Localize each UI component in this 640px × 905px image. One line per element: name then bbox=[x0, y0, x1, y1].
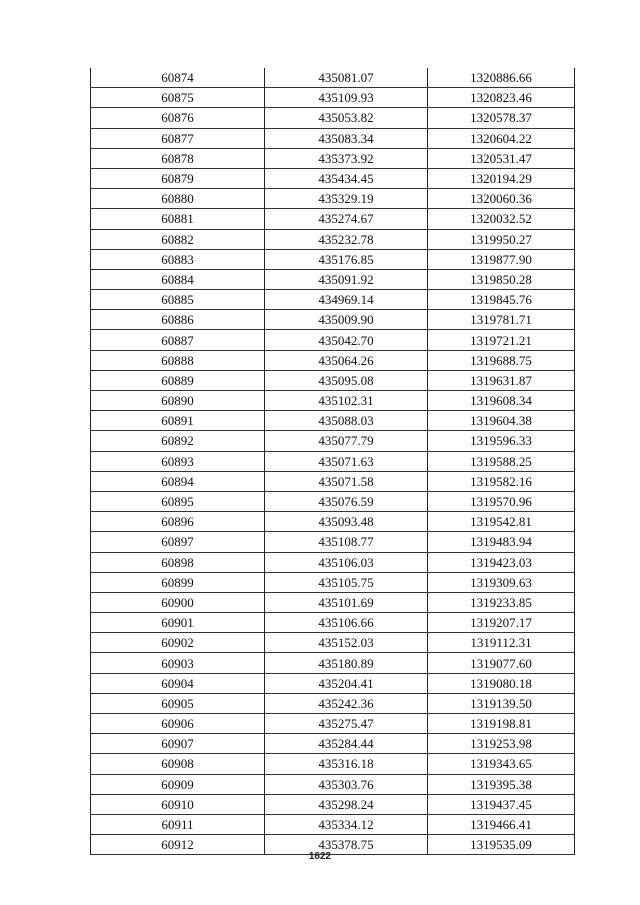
point-id-cell: 60904 bbox=[91, 673, 265, 693]
y-coordinate-cell: 1319437.45 bbox=[428, 794, 575, 814]
x-coordinate-cell: 435152.03 bbox=[265, 633, 428, 653]
y-coordinate-cell: 1320194.29 bbox=[428, 168, 575, 188]
y-coordinate-cell: 1319631.87 bbox=[428, 370, 575, 390]
table-row bbox=[91, 592, 575, 612]
x-coordinate-cell: 435242.36 bbox=[265, 693, 428, 713]
table-row bbox=[91, 794, 575, 814]
point-id-cell: 60898 bbox=[91, 552, 265, 572]
point-id-cell: 60893 bbox=[91, 451, 265, 471]
x-coordinate-cell: 435275.47 bbox=[265, 714, 428, 734]
point-id-cell: 60901 bbox=[91, 613, 265, 633]
point-id-cell: 60889 bbox=[91, 370, 265, 390]
point-id-cell: 60883 bbox=[91, 249, 265, 269]
y-coordinate-cell: 1319535.09 bbox=[428, 835, 575, 855]
y-coordinate-cell: 1319542.81 bbox=[428, 512, 575, 532]
y-coordinate-cell: 1320578.37 bbox=[428, 108, 575, 128]
point-id-cell: 60888 bbox=[91, 350, 265, 370]
table-row bbox=[91, 330, 575, 350]
y-coordinate-cell: 1319253.98 bbox=[428, 734, 575, 754]
y-coordinate-cell: 1319570.96 bbox=[428, 491, 575, 511]
point-id-cell: 60875 bbox=[91, 88, 265, 108]
point-id-cell: 60908 bbox=[91, 754, 265, 774]
y-coordinate-cell: 1319582.16 bbox=[428, 471, 575, 491]
y-coordinate-cell: 1320886.66 bbox=[428, 68, 575, 88]
point-id-cell: 60881 bbox=[91, 209, 265, 229]
table-row bbox=[91, 350, 575, 370]
table-row bbox=[91, 431, 575, 451]
table-row bbox=[91, 532, 575, 552]
x-coordinate-cell: 435105.75 bbox=[265, 572, 428, 592]
table-row bbox=[91, 411, 575, 431]
x-coordinate-cell: 435232.78 bbox=[265, 229, 428, 249]
point-id-cell: 60891 bbox=[91, 411, 265, 431]
y-coordinate-cell: 1319877.90 bbox=[428, 249, 575, 269]
point-id-cell: 60885 bbox=[91, 290, 265, 310]
x-coordinate-cell: 435176.85 bbox=[265, 249, 428, 269]
x-coordinate-cell: 435053.82 bbox=[265, 108, 428, 128]
x-coordinate-cell: 435101.69 bbox=[265, 592, 428, 612]
y-coordinate-cell: 1319077.60 bbox=[428, 653, 575, 673]
table-row bbox=[91, 653, 575, 673]
y-coordinate-cell: 1319850.28 bbox=[428, 269, 575, 289]
point-id-cell: 60912 bbox=[91, 835, 265, 855]
table-row bbox=[91, 774, 575, 794]
y-coordinate-cell: 1319309.63 bbox=[428, 572, 575, 592]
point-id-cell: 60876 bbox=[91, 108, 265, 128]
y-coordinate-cell: 1320032.52 bbox=[428, 209, 575, 229]
y-coordinate-cell: 1319112.31 bbox=[428, 633, 575, 653]
table-row bbox=[91, 512, 575, 532]
table-row bbox=[91, 108, 575, 128]
point-id-cell: 60879 bbox=[91, 168, 265, 188]
point-id-cell: 60892 bbox=[91, 431, 265, 451]
y-coordinate-cell: 1319781.71 bbox=[428, 310, 575, 330]
y-coordinate-cell: 1319207.17 bbox=[428, 613, 575, 633]
y-coordinate-cell: 1319604.38 bbox=[428, 411, 575, 431]
point-id-cell: 60902 bbox=[91, 633, 265, 653]
table-row bbox=[91, 148, 575, 168]
point-id-cell: 60900 bbox=[91, 592, 265, 612]
y-coordinate-cell: 1320823.46 bbox=[428, 88, 575, 108]
point-id-cell: 60899 bbox=[91, 572, 265, 592]
x-coordinate-cell: 435373.92 bbox=[265, 148, 428, 168]
x-coordinate-cell: 435316.18 bbox=[265, 754, 428, 774]
table-row bbox=[91, 451, 575, 471]
table-row bbox=[91, 613, 575, 633]
y-coordinate-cell: 1320531.47 bbox=[428, 148, 575, 168]
x-coordinate-cell: 434969.14 bbox=[265, 290, 428, 310]
y-coordinate-cell: 1319343.65 bbox=[428, 754, 575, 774]
x-coordinate-cell: 435093.48 bbox=[265, 512, 428, 532]
point-id-cell: 60894 bbox=[91, 471, 265, 491]
table-row bbox=[91, 168, 575, 188]
x-coordinate-cell: 435064.26 bbox=[265, 350, 428, 370]
table-row bbox=[91, 734, 575, 754]
table-row bbox=[91, 290, 575, 310]
point-id-cell: 60878 bbox=[91, 148, 265, 168]
coordinate-table bbox=[90, 68, 575, 855]
table-row bbox=[91, 269, 575, 289]
table-row bbox=[91, 714, 575, 734]
point-id-cell: 60884 bbox=[91, 269, 265, 289]
x-coordinate-cell: 435042.70 bbox=[265, 330, 428, 350]
page-number: 1622 bbox=[308, 851, 332, 862]
table-row bbox=[91, 391, 575, 411]
table-row bbox=[91, 572, 575, 592]
table-row bbox=[91, 310, 575, 330]
y-coordinate-cell: 1319233.85 bbox=[428, 592, 575, 612]
table-row bbox=[91, 128, 575, 148]
x-coordinate-cell: 435106.66 bbox=[265, 613, 428, 633]
point-id-cell: 60886 bbox=[91, 310, 265, 330]
x-coordinate-cell: 435298.24 bbox=[265, 794, 428, 814]
table-row bbox=[91, 229, 575, 249]
y-coordinate-cell: 1319466.41 bbox=[428, 814, 575, 834]
table-row bbox=[91, 370, 575, 390]
table-row bbox=[91, 68, 575, 88]
y-coordinate-cell: 1319608.34 bbox=[428, 391, 575, 411]
x-coordinate-cell: 435106.03 bbox=[265, 552, 428, 572]
coordinate-table-body bbox=[91, 68, 575, 855]
x-coordinate-cell: 435081.07 bbox=[265, 68, 428, 88]
x-coordinate-cell: 435434.45 bbox=[265, 168, 428, 188]
x-coordinate-cell: 435334.12 bbox=[265, 814, 428, 834]
point-id-cell: 60882 bbox=[91, 229, 265, 249]
coordinate-table-container bbox=[90, 68, 574, 855]
y-coordinate-cell: 1319198.81 bbox=[428, 714, 575, 734]
point-id-cell: 60896 bbox=[91, 512, 265, 532]
point-id-cell: 60903 bbox=[91, 653, 265, 673]
x-coordinate-cell: 435108.77 bbox=[265, 532, 428, 552]
point-id-cell: 60895 bbox=[91, 491, 265, 511]
point-id-cell: 60907 bbox=[91, 734, 265, 754]
table-row bbox=[91, 552, 575, 572]
y-coordinate-cell: 1319139.50 bbox=[428, 693, 575, 713]
y-coordinate-cell: 1319588.25 bbox=[428, 451, 575, 471]
y-coordinate-cell: 1319423.03 bbox=[428, 552, 575, 572]
x-coordinate-cell: 435088.03 bbox=[265, 411, 428, 431]
x-coordinate-cell: 435071.63 bbox=[265, 451, 428, 471]
x-coordinate-cell: 435303.76 bbox=[265, 774, 428, 794]
x-coordinate-cell: 435329.19 bbox=[265, 189, 428, 209]
y-coordinate-cell: 1319950.27 bbox=[428, 229, 575, 249]
point-id-cell: 60877 bbox=[91, 128, 265, 148]
point-id-cell: 60890 bbox=[91, 391, 265, 411]
x-coordinate-cell: 435109.93 bbox=[265, 88, 428, 108]
y-coordinate-cell: 1319596.33 bbox=[428, 431, 575, 451]
x-coordinate-cell: 435102.31 bbox=[265, 391, 428, 411]
point-id-cell: 60874 bbox=[91, 68, 265, 88]
y-coordinate-cell: 1319721.21 bbox=[428, 330, 575, 350]
x-coordinate-cell: 435009.90 bbox=[265, 310, 428, 330]
x-coordinate-cell: 435071.58 bbox=[265, 471, 428, 491]
x-coordinate-cell: 435076.59 bbox=[265, 491, 428, 511]
x-coordinate-cell: 435180.89 bbox=[265, 653, 428, 673]
point-id-cell: 60897 bbox=[91, 532, 265, 552]
y-coordinate-cell: 1319080.18 bbox=[428, 673, 575, 693]
table-row bbox=[91, 693, 575, 713]
y-coordinate-cell: 1320604.22 bbox=[428, 128, 575, 148]
x-coordinate-cell: 435274.67 bbox=[265, 209, 428, 229]
x-coordinate-cell: 435284.44 bbox=[265, 734, 428, 754]
table-row bbox=[91, 754, 575, 774]
point-id-cell: 60909 bbox=[91, 774, 265, 794]
x-coordinate-cell: 435083.34 bbox=[265, 128, 428, 148]
table-row bbox=[91, 633, 575, 653]
x-coordinate-cell: 435095.08 bbox=[265, 370, 428, 390]
x-coordinate-cell: 435378.75 bbox=[265, 835, 428, 855]
x-coordinate-cell: 435204.41 bbox=[265, 673, 428, 693]
point-id-cell: 60880 bbox=[91, 189, 265, 209]
point-id-cell: 60905 bbox=[91, 693, 265, 713]
table-row bbox=[91, 471, 575, 491]
table-row bbox=[91, 209, 575, 229]
point-id-cell: 60887 bbox=[91, 330, 265, 350]
table-row bbox=[91, 673, 575, 693]
x-coordinate-cell: 435091.92 bbox=[265, 269, 428, 289]
y-coordinate-cell: 1319688.75 bbox=[428, 350, 575, 370]
point-id-cell: 60906 bbox=[91, 714, 265, 734]
y-coordinate-cell: 1319845.76 bbox=[428, 290, 575, 310]
table-row bbox=[91, 88, 575, 108]
y-coordinate-cell: 1319395.38 bbox=[428, 774, 575, 794]
point-id-cell: 60910 bbox=[91, 794, 265, 814]
y-coordinate-cell: 1320060.36 bbox=[428, 189, 575, 209]
x-coordinate-cell: 435077.79 bbox=[265, 431, 428, 451]
table-row bbox=[91, 491, 575, 511]
point-id-cell: 60911 bbox=[91, 814, 265, 834]
table-row bbox=[91, 249, 575, 269]
table-row bbox=[91, 189, 575, 209]
table-row bbox=[91, 814, 575, 834]
y-coordinate-cell: 1319483.94 bbox=[428, 532, 575, 552]
